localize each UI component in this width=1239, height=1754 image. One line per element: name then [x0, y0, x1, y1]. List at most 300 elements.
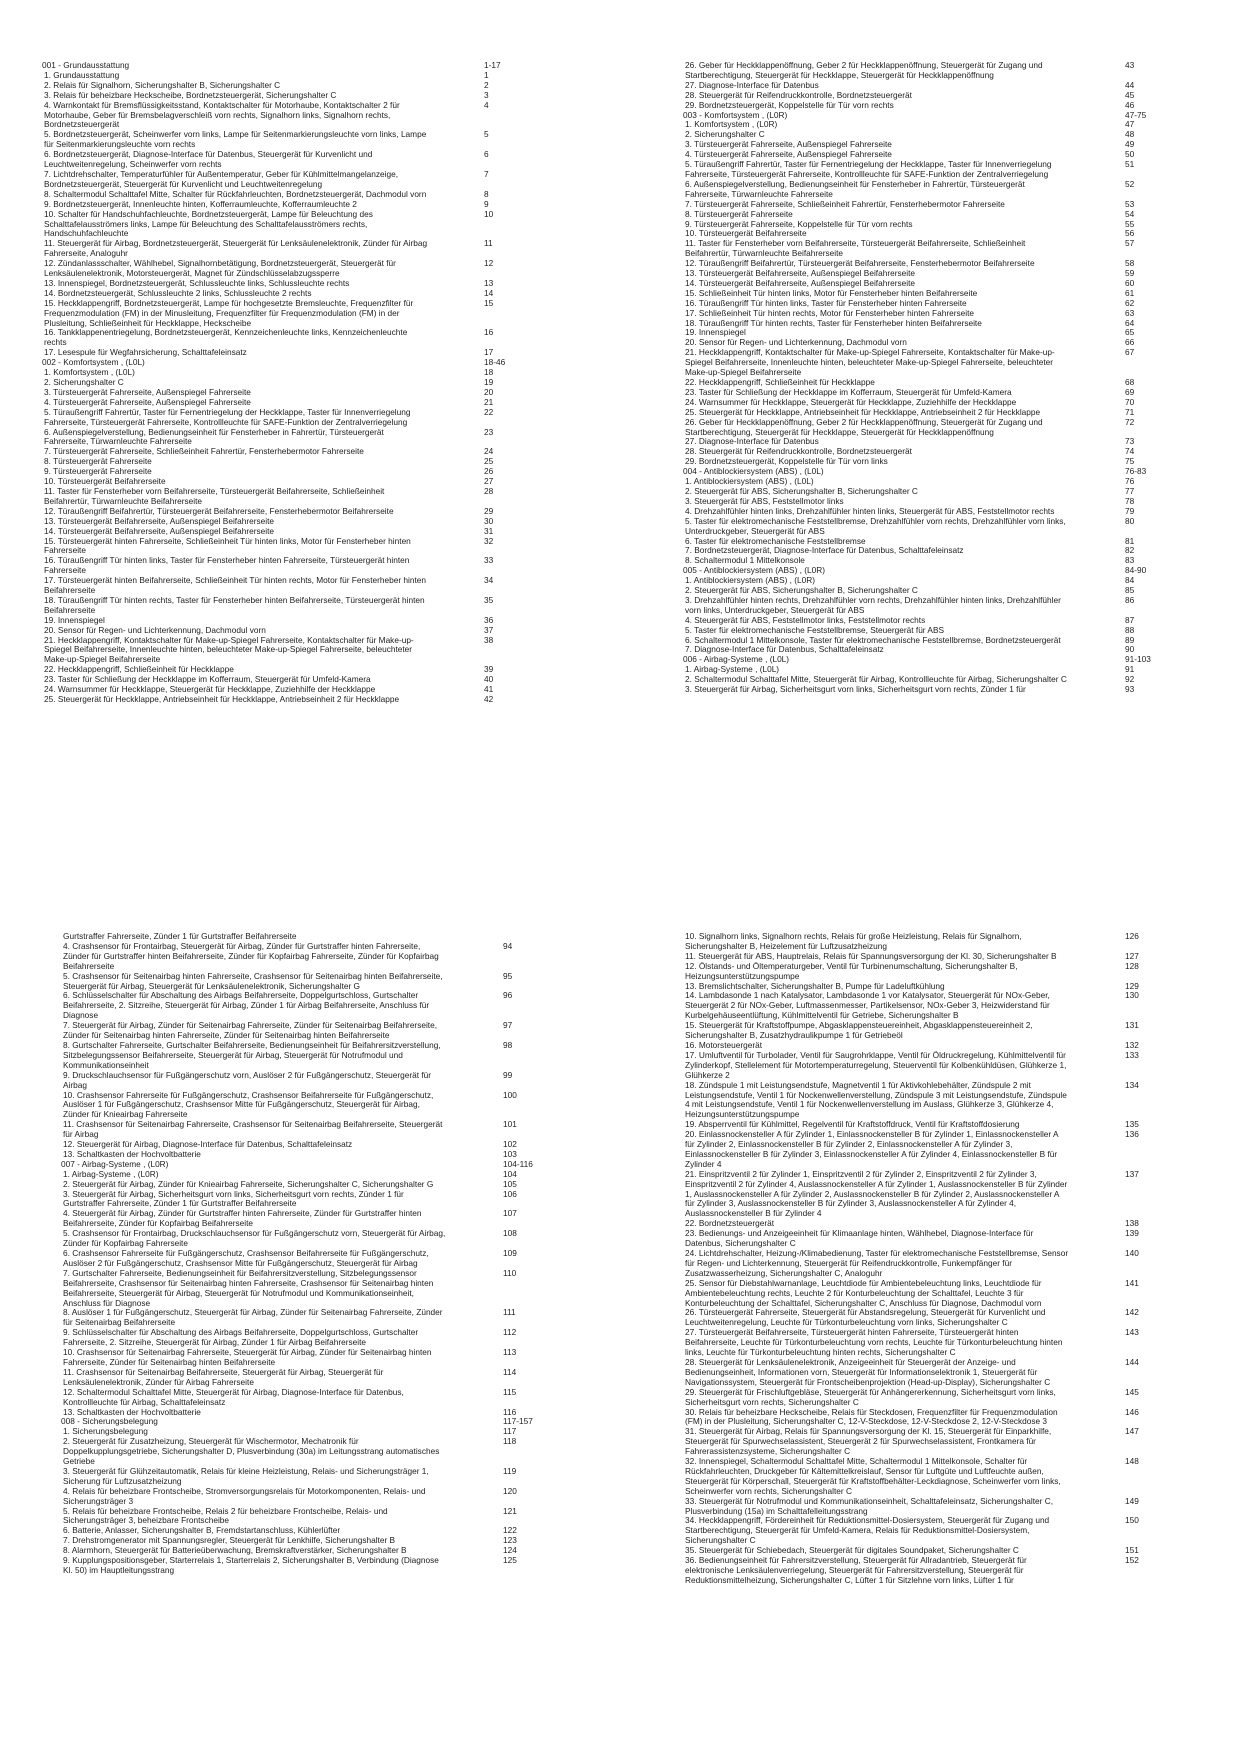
toc-entry-text: 13. Türsteuergerät Beifahrerseite, Außenspiegel Beifahrerseite	[44, 515, 274, 526]
toc-page-number: 35	[484, 594, 494, 605]
toc-entry-text: 1. Antiblockiersystem (ABS) , (L0L)	[685, 476, 814, 487]
toc-page-number: 104-116	[503, 1158, 533, 1169]
toc-entry	[42, 299, 542, 329]
toc-entry-text: 4. Crashsensor für Frontairbag, Steuergerät für Airbag, Zünder für Gurtstraffer hinten Fahrerseite, Zünder für Gurtstraffer hinten Beifahrerseite, Zünder für Kopfairbag Fahrerseite, Zünder für Kopfairbag Beifahrerseite	[63, 940, 439, 971]
toc-page-number: 18-46	[484, 357, 506, 368]
toc-entry-text: 6. Außenspiegelverstellung, Bedienungseinheit für Fensterheber in Fahrertür, Türsteuergerät Fahrerseite, Türwarnleuchte Fahrerseite	[44, 426, 384, 447]
toc-entry-text: 007 - Airbag-Systeme , (L0R)	[61, 1158, 169, 1169]
toc-entry-text: 003 - Komfortsystem , (L0R)	[683, 109, 788, 120]
toc-page-number: 65	[1125, 327, 1135, 338]
toc-page-number: 86	[1125, 594, 1135, 605]
toc-page-number: 84	[1125, 575, 1135, 586]
toc-entry-text: 1. Komfortsystem , (L0L)	[44, 367, 135, 378]
toc-entry	[683, 1021, 1183, 1041]
toc-entry-text: 6. Taster für elektromechanische Feststellbremse	[685, 535, 866, 546]
toc-page-number: 115	[503, 1386, 517, 1397]
toc-entry-text: 17. Schließeinheit Tür hinten rechts, Motor für Fensterheber hinten Fahrerseite	[685, 307, 975, 318]
toc-entry	[42, 259, 542, 279]
toc-page-number: 105	[503, 1178, 517, 1189]
toc-entry-text: 23. Taster für Schließung der Heckklappe im Kofferraum, Steuergerät für Umfeld-Kamera	[685, 386, 1012, 397]
toc-entry	[61, 1209, 561, 1229]
toc-page-number: 118	[503, 1436, 517, 1447]
toc-entry	[61, 1120, 561, 1140]
toc-entry-text: 2. Steuergerät für Zusatzheizung, Steuergerät für Wischermotor, Mechatronik für Doppelkupplungsgetriebe, Sicherungshalter D, Plusverbindung (30a) im Leitungsstrang automatisches Getriebe	[63, 1436, 440, 1467]
toc-entry-text: 1. Antiblockiersystem (ABS) , (L0R)	[685, 575, 816, 586]
toc-page-number: 8	[484, 188, 489, 199]
toc-entry-text: 10. Schalter für Handschuhfachleuchte, Bordnetzsteuergerät, Lampe für Beleuchtung des Schalttafelausströmers links, Lampe für Beleuchtung des Schalttafelausströmers rechts, Handschuhfachleuchte	[44, 208, 373, 239]
toc-page-number: 123	[503, 1535, 517, 1546]
toc-page-number: 72	[1125, 416, 1135, 427]
toc-entry	[61, 1388, 561, 1408]
toc-entry-text: 3. Drehzahlfühler hinten rechts, Drehzahlfühler vorn rechts, Drehzahlfühler hinten links, Drehzahlfühler vorn links, Unterdruckgeber, Steuergerät für ABS	[685, 594, 1061, 615]
toc-page-number: 69	[1125, 386, 1135, 397]
toc-page-number: 15	[484, 297, 494, 308]
toc-page-number: 7	[484, 168, 489, 179]
toc-page-number: 120	[503, 1485, 517, 1496]
toc-page-number: 20	[484, 386, 494, 397]
toc-entry-text: 13. Türsteuergerät Beifahrerseite, Außenspiegel Beifahrerseite	[685, 268, 915, 279]
toc-entry-text: 4. Relais für beheizbare Frontscheibe, Stromversorgungsrelais für Motorkomponenten, Relais- und Sicherungsträger 3	[63, 1485, 426, 1506]
toc-page-number: 104	[503, 1168, 517, 1179]
toc-entry-text: 7. Lichtdrehschalter, Temperaturfühler für Außentemperatur, Geber für Kühlmittelmangelanzeige, Bordnetzsteuergerät, Steuergerät für Kurvenlicht und Leuchtweitenregelung	[44, 168, 399, 189]
toc-page-number: 66	[1125, 337, 1135, 348]
toc-entry	[683, 1408, 1183, 1428]
toc-entry	[683, 1328, 1183, 1358]
toc-entry-text: 1. Airbag-Systeme , (L0R)	[63, 1168, 159, 1179]
toc-entry-text: 31. Steuergerät für Airbag, Relais für Spannungsversorgung der Kl. 15, Steuergerät für Einparkhilfe, Steuergerät für Spurwechselassistent, Steuergerät 2 für Spurwechselassistent, Frontkamera für Fahrerassistenzsysteme, Sicherungshalter C	[685, 1426, 1052, 1457]
toc-entry-text: 26. Türsteuergerät Fahrerseite, Steuergerät für Abstandsregelung, Steuergerät für Kurvenlicht und Leuchtweitenregelung, Leuchte für Türkonturbeleuchtung vorn links, Sicherungshalter C	[685, 1307, 1046, 1328]
toc-entry-text: 28. Steuergerät für Lenksäulenelektronik, Anzeigeeinheit für Steuergerät der Anzeige- und Bedienungseinheit, Informationen vorn, Steuergerät für Informationselektronik 1, Steuergerät für Navigationssystem, Steuergerät für Frontscheibenprojektion (Head-up-Display), Sicherungshalter C	[685, 1356, 1051, 1387]
toc-page-number: 99	[503, 1069, 513, 1080]
toc-entry	[683, 1497, 1183, 1517]
toc-page-number: 45	[1125, 89, 1135, 100]
toc-page-number: 49	[1125, 139, 1135, 150]
toc-entry-text: 3. Türsteuergerät Fahrerseite, Außenspiegel Fahrerseite	[44, 386, 251, 397]
toc-page-number: 25	[484, 456, 494, 467]
toc-entry-text: 9. Türsteuergerät Fahrerseite	[44, 466, 152, 477]
toc-entry	[683, 1130, 1183, 1170]
toc-page-number: 149	[1125, 1495, 1139, 1506]
toc-entry	[61, 1487, 561, 1507]
toc-entry-text: 8. Alarmhorn, Steuergerät für Batterieüberwachung, Bremskraftverstärker, Sicherungshalter B	[63, 1545, 407, 1556]
toc-page-number: 10	[484, 208, 494, 219]
toc-entry-text: 11. Taster für Fensterheber vorn Beifahrerseite, Türsteuergerät Beifahrerseite, Schließeinheit Beifahrertür, Türwarnleuchte Beifahrerseite	[685, 238, 1026, 259]
toc-entry	[683, 210, 1183, 220]
toc-entry-text: 27. Diagnose-Interface für Datenbus	[685, 79, 819, 90]
toc-entry-text: 10. Türsteuergerät Beifahrerseite	[44, 476, 166, 487]
toc-entry-text: 10. Signalhorn links, Signalhorn rechts, Relais für große Heizleistung, Relais für Signalhorn, Sicherungshalter B, Heizelement für Luftzusatzheizung	[685, 932, 1022, 951]
toc-page-number: 91	[1125, 664, 1135, 675]
toc-entry	[683, 1308, 1183, 1328]
toc-page-number: 101	[503, 1119, 517, 1130]
toc-page-number: 116	[503, 1406, 517, 1417]
toc-page-number: 100	[503, 1089, 517, 1100]
toc-entry-text: 4. Steuergerät für Airbag, Zünder für Gurtstraffer hinten Fahrerseite, Zünder für Gurtstraffer hinten Beifahrerseite, Zünder für Kopfairbag Beifahrerseite	[63, 1208, 422, 1229]
toc-entry-text: 24. Lichtdrehschalter, Heizung-/Klimabedienung, Taster für elektromechanische Feststellbremse, Sensor für Regen- und Lichterkennung, Steuergerät für Reifendruckkontrolle, Funkempfänger für Zusatzwasserheizung, Sicherungshalter C, Analoguhr	[685, 1248, 1069, 1278]
toc-page-number: 33	[484, 555, 494, 566]
toc-page-number: 59	[1125, 268, 1135, 279]
toc-entry-text: 9. Druckschlauchsensor für Fußgängerschutz vorn, Auslöser 2 für Fußgängerschutz, Steuergerät für Airbag	[63, 1069, 432, 1090]
toc-entry-text: 29. Steuergerät für Frischluftgebläse, Steuergerät für Anhängererkennung, Sicherheitsgurt vorn links, Sicherheitsgurt vorn rechts, Sicherungshalter C	[685, 1386, 1056, 1407]
toc-entry-text: 12. Ölstands- und Öltemperaturgeber, Ventil für Turbinenumschaltung, Sicherungshalter B, Heizungsunterstützungspumpe	[685, 960, 1018, 981]
toc-page-number: 70	[1125, 396, 1135, 407]
toc-page-number: 55	[1125, 218, 1135, 229]
toc-page-number: 78	[1125, 495, 1135, 506]
toc-page-number: 144	[1125, 1356, 1139, 1367]
toc-page-number: 143	[1125, 1327, 1139, 1338]
toc-page-number: 50	[1125, 149, 1135, 160]
toc-page-number: 76-83	[1125, 466, 1147, 477]
toc-entry-text: 20. Sensor für Regen- und Lichterkennung, Dachmodul vorn	[685, 337, 907, 348]
toc-entry-text: 17. Türsteuergerät hinten Beifahrerseite, Schließeinheit Tür hinten rechts, Motor für Fensterheber hinten Beifahrerseite	[44, 575, 427, 596]
toc-page-number: 83	[1125, 555, 1135, 566]
toc-entry-text: 10. Türsteuergerät Beifahrerseite	[685, 228, 807, 239]
toc-page-number: 61	[1125, 287, 1135, 298]
toc-page-number: 117-157	[503, 1416, 533, 1427]
toc-page-number: 124	[503, 1545, 517, 1556]
toc-page-number: 57	[1125, 238, 1135, 249]
toc-entry	[61, 942, 561, 972]
toc-entry-text: 17. Umluftventil für Turbolader, Ventil für Saugrohrklappe, Ventil für Öldruckregelung, Kühlmittelventil für Zylinderkopf, Stellelement für Motortemperaturregelung, Steuerventil für Kolbenkühldüsen, Glühkerze 1, Glühkerze 2	[685, 1049, 1067, 1080]
toc-entry-text: 15. Schließeinheit Tür hinten links, Motor für Fensterheber hinten Beifahrerseite	[685, 287, 978, 298]
toc-entry-text: 7. Türsteuergerät Fahrerseite, Schließeinheit Fahrertür, Fensterhebermotor Fahrerseite	[44, 446, 364, 457]
toc-entry-text: 12. Schaltermodul Schalttafel Mitte, Steuergerät für Airbag, Diagnose-Interface für Datenbus, Kontrollleuchte für Airbag, Schalttafeleinsatz	[63, 1386, 404, 1407]
toc-entry-text: 19. Innenspiegel	[44, 614, 105, 625]
toc-page-number: 81	[1125, 535, 1135, 546]
toc-page-number: 129	[1125, 980, 1139, 991]
toc-entry	[683, 517, 1183, 537]
toc-entry-text: 35. Steuergerät für Schiebedach, Steuergerät für digitales Soundpaket, Sicherungshalter C	[685, 1545, 1019, 1556]
toc-page-number: 39	[484, 664, 494, 675]
toc-entry-text: 15. Türsteuergerät hinten Fahrerseite, Schließeinheit Tür hinten links, Motor für Fensterheber hinten Fahrerseite	[44, 535, 411, 556]
toc-page-number: 117	[503, 1426, 517, 1437]
toc-page-number: 119	[503, 1465, 517, 1476]
toc-page-number: 21	[484, 396, 494, 407]
toc-entry-text: 28. Steuergerät für Reifendruckkontrolle, Bordnetzsteuergerät	[685, 446, 912, 457]
toc-page-number: 30	[484, 515, 494, 526]
toc-entry-text: 22. Bordnetzsteuergerät	[685, 1218, 775, 1229]
toc-page-number: 26	[484, 466, 494, 477]
toc-page-number: 14	[484, 287, 494, 298]
toc-page-number: 17	[484, 347, 494, 358]
toc-page-number: 103	[503, 1148, 517, 1159]
toc-entry-text: 13. Innenspiegel, Bordnetzsteuergerät, Schlussleuchte links, Schlussleuchte rechts	[44, 277, 350, 288]
toc-entry	[683, 239, 1183, 259]
toc-entry	[683, 180, 1183, 200]
toc-entry	[683, 1388, 1183, 1408]
toc-page-number: 88	[1125, 624, 1135, 635]
toc-page-number: 112	[503, 1327, 517, 1338]
toc-entry-text: 2. Relais für Signalhorn, Sicherungshalter B, Sicherungshalter C	[44, 79, 281, 90]
toc-entry	[683, 61, 1183, 81]
toc-entry-text: 26. Geber für Heckklappenöffnung, Geber 2 für Heckklappenöffnung, Steuergerät für Zugang und Startberechtigung, Steuergerät für Heckklappe, Steuergerät für Heckklappenöffnung	[685, 61, 1043, 80]
toc-entry	[61, 1269, 561, 1309]
toc-page-number: 75	[1125, 456, 1135, 467]
toc-entry-text: 12. Steuergerät für Airbag, Diagnose-Interface für Datenbus, Schalttafeleinsatz	[63, 1139, 353, 1150]
toc-page-number: 98	[503, 1039, 513, 1050]
toc-page-number: 133	[1125, 1049, 1139, 1060]
toc-entry-text: 4. Warnkontakt für Bremsflüssigkeitsstand, Kontaktschalter für Motorhaube, Kontaktschalter 2 für Motorhaube, Geber für Bremsbelagverschleiß vorn rechts, Signalhorn links, Signalhorn rechts, Bordnetzsteuergerät	[44, 99, 400, 130]
toc-entry	[683, 160, 1183, 180]
toc-entry-text: 8. Türsteuergerät Fahrerseite	[685, 208, 793, 219]
toc-page-number: 41	[484, 684, 494, 695]
toc-page-number: 3	[484, 89, 489, 100]
toc-entry-text: 15. Steuergerät für Kraftstoffpumpe, Abgasklappensteuereinheit, Abgasklappensteuereinheit 2, Sicherungshalter B, Zusatzhydraulikpumpe 1 für Getriebeöl	[685, 1020, 1033, 1041]
toc-page-number: 147	[1125, 1426, 1139, 1437]
toc-entry-text: 22. Heckklappengriff, Schließeinheit für Heckklappe	[44, 664, 234, 675]
toc-page-number: 140	[1125, 1248, 1139, 1258]
toc-entry-text: 3. Türsteuergerät Fahrerseite, Außenspiegel Fahrerseite	[685, 139, 892, 150]
toc-entry-text: 18. Türaußengriff Tür hinten rechts, Taster für Fensterheber hinten Beifahrerseite	[685, 317, 982, 328]
toc-entry-text: 3. Steuergerät für Airbag, Sicherheitsgurt vorn links, Sicherheitsgurt vorn rechts, Zünder 1 für Gurtstraffer Fahrerseite, Zünder 1 für Gurtstraffer Beifahrerseite	[63, 1188, 404, 1209]
toc-entry-text: 7. Gurtschalter Fahrerseite, Bedienungseinheit für Beifahrersitzverstellung, Sitzbelegungssensor Beifahrerseite, Crashsensor für Seitenairbag hinten Fahrerseite, Crashsensor für Seitenairbag hinten Beifahrerseite, Steuergerät für Airbag, Steuergerät für Notrufmodul und Kommunikationseinheit, Anschluss für Diagnose	[63, 1267, 434, 1308]
toc-entry-text: 004 - Antiblockiersystem (ABS) , (L0L)	[683, 466, 824, 477]
toc-entry	[683, 962, 1183, 982]
toc-page-number: 138	[1125, 1218, 1139, 1229]
toc-entry	[42, 101, 542, 131]
toc-entry-text: 9. Türsteuergerät Fahrerseite, Koppelstelle für Tür vorn rechts	[685, 218, 913, 229]
toc-entry	[683, 1358, 1183, 1388]
toc-page-number: 73	[1125, 436, 1135, 447]
toc-entry-text: 15. Heckklappengriff, Bordnetzsteuergerät, Lampe für hochgesetzte Bremsleuchte, Frequenzfilter für Frequenzmodulation (FM) in der Minusleitung, Frequenzfilter für Frequenzmodulation (FM) in der Plusleitung, Schließeinheit für Heckklappe, Heckscheibe	[44, 297, 414, 328]
toc-entry-text: 36. Bedienungseinheit für Fahrersitzverstellung, Steuergerät für Allradantrieb, Steuergerät für elektronische Lenksäulenverriegelung, Steuergerät für Fahrersitzverstellung, Steuergerät für Reduktionsmittelheizung, Sicherungshalter C, Lüfter 1 für Sitzlehne vorn links, Lüfter 1 für	[685, 1555, 1027, 1585]
toc-page-number: 121	[503, 1505, 517, 1516]
toc-entry-text: 6. Außenspiegelverstellung, Bedienungseinheit für Fensterheber in Fahrertür, Türsteuergerät Fahrerseite, Türwarnleuchte Fahrerseite	[685, 178, 1025, 199]
toc-page-number: 146	[1125, 1406, 1139, 1417]
toc-entry	[683, 1051, 1183, 1081]
toc-entry-text: 25. Steuergerät für Heckklappe, Antriebseinheit für Heckklappe, Antriebseinheit 2 für Heckklappe	[685, 406, 1041, 417]
toc-page-number: 87	[1125, 614, 1135, 625]
toc-page-number: 82	[1125, 545, 1135, 556]
toc-entry	[42, 576, 542, 596]
toc-page-number: 84-90	[1125, 565, 1147, 576]
toc-entry-text: 2. Schaltermodul Schalttafel Mitte, Steuergerät für Airbag, Kontrollleuchte für Airbag, Sicherungshalter C	[685, 674, 1067, 685]
toc-entry	[61, 1368, 561, 1388]
toc-entry	[42, 636, 542, 666]
toc-entry	[683, 991, 1183, 1021]
toc-page-number: 80	[1125, 515, 1135, 526]
toc-entry-text: 5. Türaußengriff Fahrertür, Taster für Fernentriegelung der Heckklappe, Taster für Innenverriegelung Fahrerseite, Türsteuergerät Fahrerseite, Kontrollleuchte für SAFE-Funktion der Zentralverriegelung	[44, 406, 411, 427]
toc-entry-text: 25. Sensor für Diebstahlwarnanlage, Leuchtdiode für Ambientebeleuchtung links, Leuchtdiode für Ambientebeleuchtung rechts, Leuchte 2 für Konturbeleuchtung der Schalttafel, Leuchte 3 für Konturbeleuchtung der Schalttafel, Sicherungshalter C, Anschluss für Diagnose, Dachmodul vorn	[685, 1277, 1042, 1308]
toc-entry-text: 28. Steuergerät für Reifendruckkontrolle, Bordnetzsteuergerät	[685, 89, 912, 100]
toc-entry-text: 2. Sicherungshalter C	[685, 129, 765, 140]
toc-page-number: 24	[484, 446, 494, 457]
toc-page-number: 77	[1125, 485, 1135, 496]
toc-page-number: 95	[503, 970, 513, 981]
toc-entry	[683, 1170, 1183, 1220]
toc-entry-text: 2. Steuergerät für Airbag, Zünder für Knieairbag Fahrerseite, Sicherungshalter C, Sicherungshalter G	[63, 1178, 434, 1189]
toc-entry-text: 25. Steuergerät für Heckklappe, Antriebseinheit für Heckklappe, Antriebseinheit 2 für Heckklappe	[44, 694, 400, 704]
toc-page-number: 150	[1125, 1515, 1139, 1526]
toc-entry	[61, 1071, 561, 1091]
toc-page-number: 128	[1125, 960, 1139, 971]
toc-entry	[42, 239, 542, 259]
toc-entry-text: 12. Türaußengriff Beifahrertür, Türsteuergerät Beifahrerseite, Fensterhebermotor Beifahrerseite	[685, 258, 1035, 269]
toc-entry-text: 12. Türaußengriff Beifahrertür, Türsteuergerät Beifahrerseite, Fensterhebermotor Beifahrerseite	[44, 505, 394, 516]
toc-page-number: 22	[484, 406, 494, 417]
toc-page-number: 12	[484, 258, 494, 269]
toc-page-number: 108	[503, 1228, 517, 1239]
toc-page-number: 52	[1125, 178, 1135, 189]
toc-entry	[683, 348, 1183, 378]
toc-page-number: 113	[503, 1347, 517, 1358]
toc-entry-text: 8. Auslöser 1 für Fußgängerschutz, Steuergerät für Airbag, Zünder für Seitenairbag Fahrerseite, Zünder für Seitenairbag Beifahrerseite	[63, 1307, 443, 1328]
toc-entry	[42, 487, 542, 507]
toc-entry	[61, 1249, 561, 1269]
toc-page-number: 58	[1125, 258, 1135, 269]
toc-entry	[42, 150, 542, 170]
toc-entry-text: 29. Bordnetzsteuergerät, Koppelstelle für Tür vorn rechts	[685, 99, 894, 110]
toc-entry-text: 34. Heckklappengriff, Fördereinheit für Reduktionsmittel-Dosiersystem, Steuergerät für Zugang und Startberechtigung, Steuergerät für Umfeld-Kamera, Relais für Reduktionsmittel-Dosiersystem, Sicherungshalter C	[685, 1515, 1050, 1546]
toc-entry-text: 14. Lambdasonde 1 nach Katalysator, Lambdasonde 1 vor Katalysator, Steuergerät für NOx-Geber, Steuergerät 2 für NOx-Geber, Luftmassenmesser, Partikelsensor, NOx-Geber 3, Heizwiderstand für Kurbelgehäuseentlüftung, Kühlmittelventil für Getriebe, Sicherungshalter B	[685, 990, 1050, 1021]
toc-entry-text: 6. Schlüsselschalter für Abschaltung des Airbags Beifahrerseite, Doppelgurtschloss, Gurtschalter Beifahrerseite, 2. Sitzreihe, Steuergerät für Airbag, Zünder 1 für Airbag Beifahrerseite, Anschluss für Diagnose	[63, 990, 430, 1021]
toc-entry	[683, 596, 1183, 616]
toc-entry-text: 13. Schaltkasten der Hochvoltbatterie	[63, 1148, 201, 1159]
toc-entry	[42, 210, 542, 240]
toc-page-number: 139	[1125, 1228, 1139, 1239]
toc-entry-text: 3. Steuergerät für Glühzeitautomatik, Relais für kleine Heizleistung, Relais- und Sicherungsträger 1, Sicherung für Luftzusatzheizung	[63, 1465, 429, 1486]
toc-entry-text: 3. Steuergerät für ABS, Feststellmotor links	[685, 495, 844, 506]
toc-page-number: 46	[1125, 99, 1135, 110]
toc-entry-text: 16. Türaußengriff Tür hinten links, Taster für Fensterheber hinten Fahrerseite, Türsteuergerät hinten Fahrerseite	[44, 555, 410, 576]
toc-page-number: 94	[503, 940, 513, 951]
toc-entry-text: 21. Heckklappengriff, Kontaktschalter für Make-up-Spiegel Fahrerseite, Kontaktschalter für Make-up-Spiegel Beifahrerseite, Innenleuchte hinten, beleuchteter Make-up-Spiegel Fahrerseite, beleuchteter Make-up-Spiegel Beifahrerseite	[44, 634, 414, 665]
toc-entry-text: 001 - Grundausstattung	[42, 61, 130, 70]
toc-entry-text: Gurtstraffer Fahrerseite, Zünder 1 für Gurtstraffer Beifahrerseite	[63, 932, 297, 941]
toc-entry-text: 30. Relais für beheizbare Heckscheibe, Relais für Steckdosen, Frequenzfilter für Frequenzmodulation (FM) in der Plusleitung, Sicherungshalter C, 12-V-Steckdose, 12-V-Steckdose 2, 12-V-Steckdose 3	[685, 1406, 1058, 1427]
toc-column-top-left	[42, 61, 542, 838]
toc-page-number: 23	[484, 426, 494, 437]
toc-entry	[683, 1229, 1183, 1249]
toc-entry-text: 11. Taster für Fensterheber vorn Beifahrerseite, Türsteuergerät Beifahrerseite, Schließeinheit Beifahrertür, Türwarnleuchte Beifahrerseite	[44, 485, 385, 506]
toc-entry	[42, 527, 542, 537]
toc-entry	[42, 428, 542, 448]
toc-entry-text: 5. Relais für beheizbare Frontscheibe, Relais 2 für beheizbare Frontscheibe, Relais- und Sicherungsträger 3, beheizbare Frontscheibe	[63, 1505, 388, 1526]
toc-entry	[42, 695, 542, 705]
toc-entry-text: 9. Kupplungspositionsgeber, Starterrelais 1, Starterrelais 2, Sicherungshalter B, Verbindung (Diagnose Kl. 50) im Hauptleitungsstrang	[63, 1555, 439, 1575]
toc-entry-text: 7. Türsteuergerät Fahrerseite, Schließeinheit Fahrertür, Fensterhebermotor Fahrerseite	[685, 198, 1005, 209]
toc-entry-text: 7. Diagnose-Interface für Datenbus, Schalttafeleinsatz	[685, 644, 884, 655]
toc-page-number: 2	[484, 79, 489, 90]
toc-entry-text: 21. Heckklappengriff, Kontaktschalter für Make-up-Spiegel Fahrerseite, Kontaktschalter für Make-up-Spiegel Beifahrerseite, Innenleuchte hinten, beleuchteter Make-up-Spiegel Fahrerseite, beleuchteter Make-up-Spiegel Beifahrerseite	[685, 347, 1055, 378]
toc-entry	[683, 932, 1183, 952]
toc-entry-text: 27. Diagnose-Interface für Datenbus	[685, 436, 819, 447]
toc-page-number: 42	[484, 694, 494, 704]
toc-page-number: 27	[484, 476, 494, 487]
toc-entry	[61, 1308, 561, 1328]
toc-page-number: 38	[484, 634, 494, 645]
toc-page-number: 36	[484, 614, 494, 625]
toc-entry-text: 19. Innenspiegel	[685, 327, 746, 338]
toc-page-number: 132	[1125, 1039, 1139, 1050]
toc-entry	[683, 418, 1183, 438]
toc-page-number: 91-103	[1125, 654, 1151, 665]
toc-page-number: 151	[1125, 1545, 1139, 1556]
toc-page-number: 102	[503, 1139, 517, 1150]
toc-entry	[61, 1467, 561, 1487]
toc-page-number: 97	[503, 1020, 513, 1031]
toc-page-number: 122	[503, 1525, 517, 1536]
toc-page-number: 79	[1125, 505, 1135, 516]
toc-entry-text: 8. Schaltermodul 1 Mittelkonsole	[685, 555, 805, 566]
toc-entry-text: 4. Türsteuergerät Fahrerseite, Außenspiegel Fahrerseite	[44, 396, 251, 407]
toc-entry-text: 10. Crashsensor Fahrerseite für Fußgängerschutz, Crashsensor Beifahrerseite für Fußgängerschutz, Auslöser 1 für Fußgängerschutz, Crashsensor Mitte für Fußgängerschutz, Steuergerät für Airbag, Zünder für Knieairbag Fahrerseite	[63, 1089, 434, 1120]
toc-entry-text: 23. Bedienungs- und Anzeigeeinheit für Klimaanlage hinten, Wählhebel, Diagnose-Interface für Datenbus, Sicherungshalter C	[685, 1228, 1034, 1249]
toc-entry-text: 3. Relais für beheizbare Heckscheibe, Bordnetzsteuergerät, Sicherungshalter C	[44, 89, 337, 100]
toc-page-number: 48	[1125, 129, 1135, 140]
toc-entry	[61, 1437, 561, 1467]
toc-page-number: 111	[503, 1307, 516, 1318]
toc-entry-text: 18. Zündspule 1 mit Leistungsendstufe, Magnetventil 1 für Aktivkohlebehälter, Zündspule 2 mit Leistungsendstufe, Ventil 1 für Nockenwellenverstellung, Zündspule 3 mit Leistungsendstufe, Zündspule 4 mit Leistungsendstufe, Ventil 1 für Nockenwellenverstellung im Auslass, Glühkerze 3, Glühkerze 4, Heizungsunterstützungspumpe	[685, 1079, 1067, 1120]
toc-entry	[683, 1457, 1183, 1497]
toc-entry-text: 7. Bordnetzsteuergerät, Diagnose-Interface für Datenbus, Schalttafeleinsatz	[685, 545, 964, 556]
toc-entry	[42, 408, 542, 428]
toc-entry-text: 16. Tankklappenentriegelung, Bordnetzsteuergerät, Kennzeichenleuchte links, Kennzeichenleuchte rechts	[44, 327, 408, 348]
toc-page-number: 130	[1125, 990, 1139, 1001]
toc-entry-text: 005 - Antiblockiersystem (ABS) , (L0R)	[683, 565, 826, 576]
toc-entry-text: 1. Airbag-Systeme , (L0L)	[685, 664, 780, 675]
toc-page-number: 148	[1125, 1456, 1139, 1467]
toc-page-number: 64	[1125, 317, 1135, 328]
toc-entry-text: 5. Bordnetzsteuergerät, Scheinwerfer vorn links, Lampe für Seitenmarkierungsleuchte vorn links, Lampe für Seitenmarkierungsleuchte vorn rechts	[44, 129, 427, 150]
toc-entry-text: 5. Crashsensor für Seitenairbag hinten Fahrerseite, Crashsensor für Seitenairbag hinten Beifahrerseite, Steuergerät für Airbag, Steuergerät für Lenksäulenelektronik, Sicherungshalter G	[63, 970, 443, 991]
toc-entry	[42, 130, 542, 150]
toc-page-number: 96	[503, 990, 513, 1001]
toc-entry	[61, 1021, 561, 1041]
toc-page-number: 89	[1125, 634, 1135, 645]
toc-entry-text: 20. Einlassnockensteller A für Zylinder 1, Einlassnockensteller B für Zylinder 1, Einlassnockensteller A für Zylinder 2, Einlassnockensteller B für Zylinder 2, Einlassnockensteller A für Zylinder 3, Einlassnockensteller B für Zylinder 3, Einlassnockensteller A für Zylinder 4, Einlassnockensteller B für Zylinder 4	[685, 1129, 1059, 1169]
toc-entry	[61, 1348, 561, 1368]
toc-entry-text: 4. Drehzahlfühler hinten links, Drehzahlfühler hinten links, Steuergerät für ABS, Feststellmotor rechts	[685, 505, 1055, 516]
toc-page-number: 29	[484, 505, 494, 516]
toc-entry	[61, 1229, 561, 1249]
toc-entry-text: 5. Crashsensor für Frontairbag, Druckschlauchsensor für Fußgängerschutz vorn, Steuergerät für Airbag, Zünder für Kopfairbag Fahrerseite	[63, 1228, 446, 1249]
toc-entry-text: 19. Absperrventil für Kühlmittel, Regelventil für Kraftstoffdruck, Ventil für Kraftstoffdosierung	[685, 1119, 1020, 1130]
toc-page-number: 1-17	[484, 61, 501, 70]
toc-page-number: 1	[484, 69, 489, 80]
toc-page-number: 60	[1125, 277, 1135, 288]
toc-page-number: 56	[1125, 228, 1135, 239]
toc-page-number: 9	[484, 198, 489, 209]
toc-entry	[683, 1279, 1183, 1309]
toc-entry-text: 24. Warnsummer für Heckklappe, Steuergerät für Heckklappe, Zuziehhilfe der Heckklappe	[44, 684, 376, 695]
toc-entry-text: 6. Crashsensor Fahrerseite für Fußgängerschutz, Crashsensor Beifahrerseite für Fußgängerschutz, Auslöser 2 für Fußgängerschutz, Crashsensor Mitte für Fußgängerschutz, Steuergerät für Airbag	[63, 1248, 429, 1268]
toc-entry-text: 002 - Komfortsystem , (L0L)	[42, 357, 145, 368]
toc-page-number: 54	[1125, 208, 1135, 219]
toc-page-number: 152	[1125, 1555, 1139, 1566]
toc-entry-text: 9. Bordnetzsteuergerät, Innenleuchte hinten, Kofferraumleuchte, Kofferraumleuchte 2	[44, 198, 357, 209]
toc-page-number: 47	[1125, 119, 1135, 130]
toc-entry-text: 11. Crashsensor für Seitenairbag Beifahrerseite, Steuergerät für Airbag, Steuergerät für Lenksäulenelektronik, Zünder für Airbag Fahrerseite	[63, 1366, 384, 1387]
toc-entry-text: 5. Türaußengriff Fahrertür, Taster für Fernentriegelung der Heckklappe, Taster für Innenverriegelung Fahrerseite, Türsteuergerät Fahrerseite, Kontrollleuchte für SAFE-Funktion der Zentralverriegelung	[685, 159, 1052, 179]
toc-entry-text: 10. Crashsensor für Seitenairbag Fahrerseite, Steuergerät für Airbag, Zünder für Seitenairbag hinten Fahrerseite, Zünder für Seitenairbag hinten Beifahrerseite	[63, 1347, 432, 1367]
toc-page-number: 93	[1125, 684, 1135, 695]
toc-entry	[683, 319, 1183, 329]
toc-column-bottom-left	[61, 932, 561, 1712]
toc-entry-text: 27. Türsteuergerät Beifahrerseite, Türsteuergerät hinten Fahrerseite, Türsteuergerät hinten Beifahrerseite, Leuchte für Türkonturbeleuchtung vorn rechts, Leuchte für Türkonturbeleuchtung hinten links, Leuchte für Türkonturbeleuchtung hinten rechts, Sicherungshalter C	[685, 1327, 1063, 1358]
toc-entry-text: 7. Steuergerät für Airbag, Zünder für Seitenairbag Fahrerseite, Zünder für Seitenairbag Beifahrerseite, Zünder für Seitenairbag hinten Fahrerseite, Zünder für Seitenairbag hinten Beifahrerseite	[63, 1020, 438, 1041]
toc-entry	[42, 537, 542, 557]
toc-entry-text: 2. Sicherungshalter C	[44, 377, 124, 387]
toc-entry	[61, 1041, 561, 1071]
toc-entry-text: 2. Steuergerät für ABS, Sicherungshalter B, Sicherungshalter C	[685, 485, 918, 496]
toc-entry	[61, 1507, 561, 1527]
toc-page-number: 4	[484, 99, 489, 110]
toc-entry	[42, 170, 542, 190]
toc-page-number: 19	[484, 377, 494, 387]
toc-entry	[61, 991, 561, 1021]
toc-entry-text: 11. Steuergerät für ABS, Hauptrelais, Relais für Spannungsversorgung der Kl. 30, Sicherungshalter B	[685, 950, 1057, 961]
